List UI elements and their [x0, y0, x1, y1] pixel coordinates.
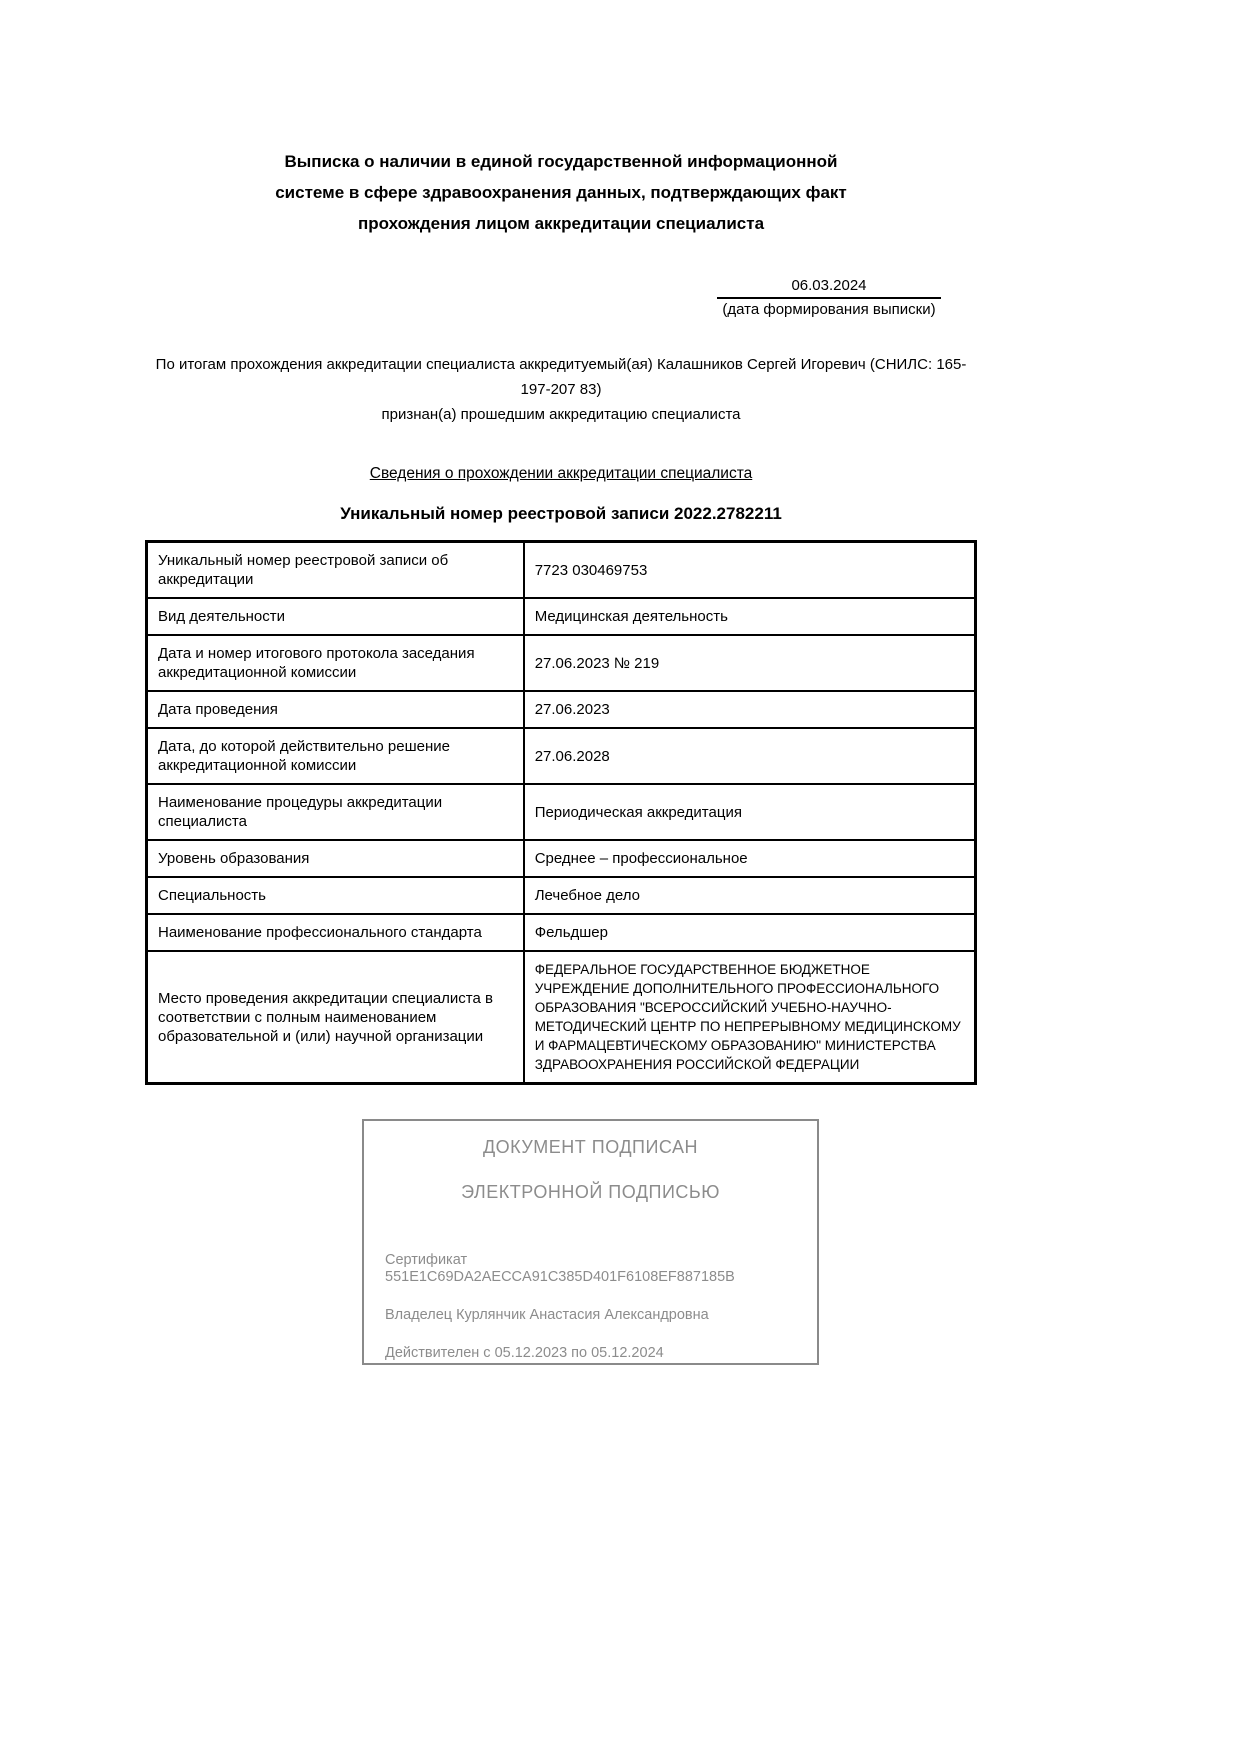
table-row	[147, 784, 976, 840]
signature-certificate: Сертификат 551E1C69DA2AECCA91C385D401F6108EF887185B	[385, 1252, 735, 1285]
table-row	[147, 598, 976, 635]
table-row	[147, 914, 976, 951]
row-value: 27.06.2023	[524, 691, 976, 728]
document-content	[145, 0, 977, 1365]
row-value: Фельдшер	[524, 914, 976, 951]
document-title-line: прохождения лицом аккредитации специалиста	[357, 214, 765, 233]
table-row	[147, 542, 976, 599]
registry-record-heading: Уникальный номер реестровой записи 2022.2782211	[340, 504, 782, 523]
row-label: Дата и номер итогового протокола заседания аккредитационной комиссии	[147, 635, 524, 691]
row-label: Место проведения аккредитации специалиста в соответствии с полным наименованием образовательной и (или) научной организации	[147, 951, 524, 1084]
row-label: Наименование процедуры аккредитации специалиста	[147, 784, 524, 840]
extract-date-block	[717, 277, 941, 319]
intro-line: признан(а) прошедшим аккредитацию специалиста	[381, 406, 741, 423]
signature-validity: Действителен с 05.12.2023 по 05.12.2024	[385, 1345, 664, 1361]
table-row	[147, 691, 976, 728]
intro-paragraph	[145, 352, 977, 427]
document-title-line: системе в сфере здравоохранения данных, подтверждающих факт	[275, 183, 847, 202]
signature-stamp-title-line: ЭЛЕКТРОННОЙ ПОДПИСЬЮ	[461, 1182, 720, 1202]
accreditation-table	[145, 540, 977, 1085]
row-label: Уникальный номер реестровой записи об аккредитации	[147, 542, 524, 599]
signature-stamp-title-line: ДОКУМЕНТ ПОДПИСАН	[482, 1137, 699, 1157]
table-row	[147, 951, 976, 1084]
row-label: Уровень образования	[147, 840, 524, 877]
row-value: Медицинская деятельность	[524, 598, 976, 635]
intro-line: По итогам прохождения аккредитации специалиста аккредитуемый(ая) Калашников Сергей Игоревич (СНИЛС: 165-197-207 83)	[155, 356, 967, 398]
row-label: Дата проведения	[147, 691, 524, 728]
signature-stamp-title	[364, 1121, 817, 1202]
document-title-line: Выписка о наличии в единой государственной информационной	[284, 152, 838, 171]
extract-date-caption: (дата формирования выписки)	[722, 301, 936, 318]
row-value: Лечебное дело	[524, 877, 976, 914]
row-value: Среднее – профессиональное	[524, 840, 976, 877]
table-row	[147, 840, 976, 877]
table-row	[147, 728, 976, 784]
row-label: Дата, до которой действительно решение аккредитационной комиссии	[147, 728, 524, 784]
row-label: Наименование профессионального стандарта	[147, 914, 524, 951]
row-label: Вид деятельности	[147, 598, 524, 635]
table-row	[147, 635, 976, 691]
extract-date: 06.03.2024	[717, 277, 941, 299]
row-value: Периодическая аккредитация	[524, 784, 976, 840]
electronic-signature-stamp	[362, 1119, 819, 1365]
signature-stamp-details	[364, 1252, 817, 1362]
row-value: 27.06.2028	[524, 728, 976, 784]
row-value: 27.06.2023 № 219	[524, 635, 976, 691]
signature-owner: Владелец Курлянчик Анастасия Александровна	[385, 1307, 709, 1323]
section-heading: Сведения о прохождении аккредитации специалиста	[369, 465, 753, 482]
row-value: 7723 030469753	[524, 542, 976, 599]
document-title	[145, 146, 977, 239]
row-value-organization: ФЕДЕРАЛЬНОЕ ГОСУДАРСТВЕННОЕ БЮДЖЕТНОЕ УЧРЕЖДЕНИЕ ДОПОЛНИТЕЛЬНОГО ПРОФЕССИОНАЛЬНОГО ОБРАЗОВАНИЯ "ВСЕРОССИЙСКИЙ УЧЕБНО-НАУЧНО-МЕТОДИЧЕСКИЙ ЦЕНТР ПО НЕПРЕРЫВНОМУ МЕДИЦИНСКОМУ И ФАРМАЦЕВТИЧЕСКОМУ ОБРАЗОВАНИЮ" МИНИСТЕРСТВА ЗДРАВООХРАНЕНИЯ РОССИЙСКОЙ ФЕДЕРАЦИИ	[524, 951, 976, 1084]
row-label: Специальность	[147, 877, 524, 914]
table-row	[147, 877, 976, 914]
